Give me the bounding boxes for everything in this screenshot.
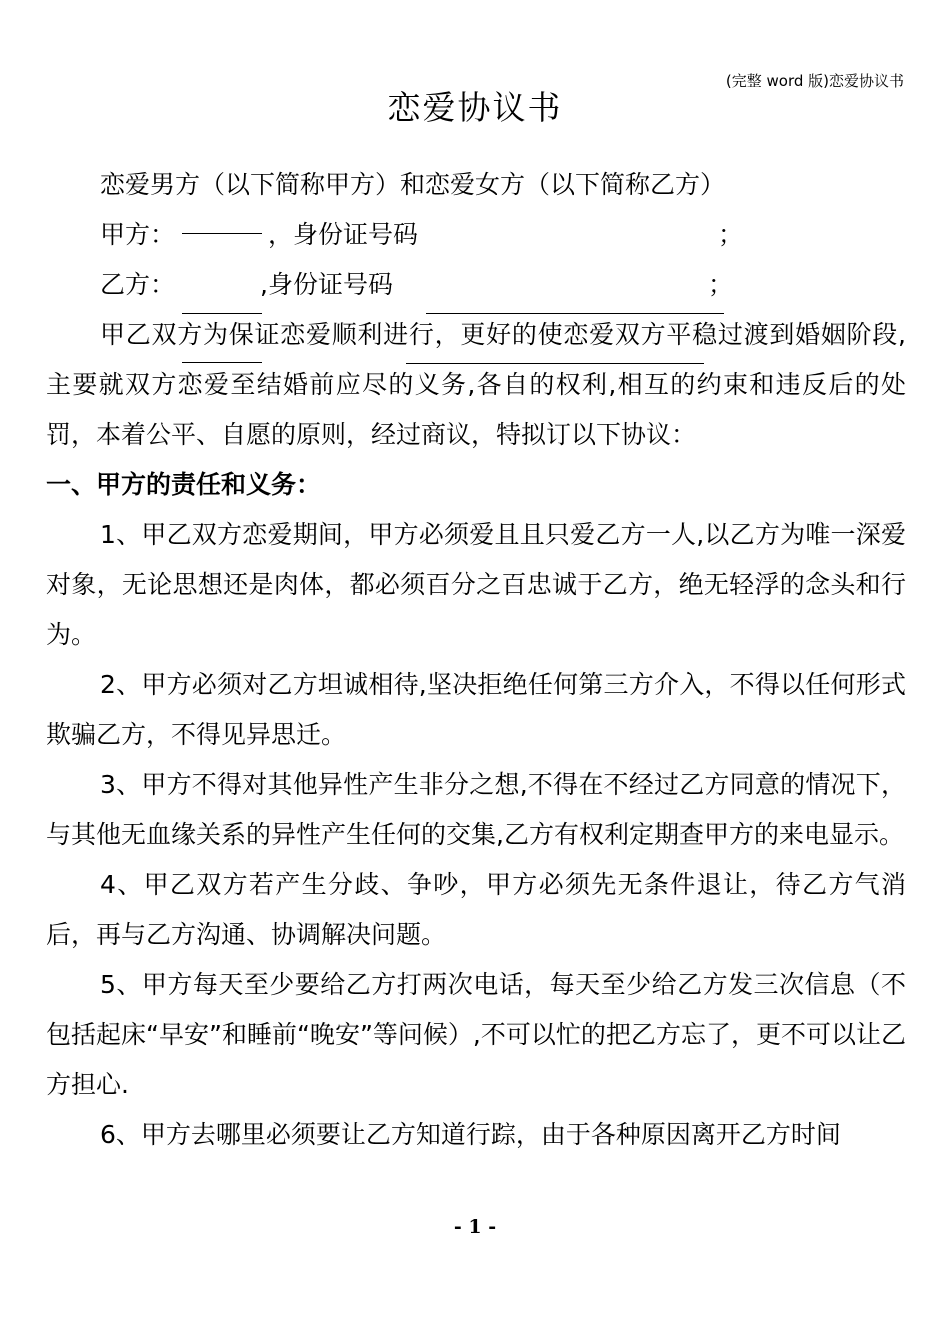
section-1-heading: 一、甲方的责任和义务： (46, 470, 322, 499)
header-note: (完整 word 版)恋爱协议书 (725, 72, 904, 90)
document-title: 恋爱协议书 (387, 88, 563, 127)
party-b-id-blank (406, 363, 704, 364)
clause-6: 6、甲方去哪里必须要让乙方知道行踪，由于各种原因离开乙方时间 (100, 1120, 841, 1149)
party-a-line (46, 210, 906, 260)
party-a-label: 甲方： (100, 220, 176, 249)
party-b-name-blank-lower (182, 362, 262, 363)
document-body (46, 160, 906, 1160)
clause-2: 2、甲方必须对乙方坦诚相待,坚决拒绝任何第三方介入，不得以任何形式欺骗乙方，不得见异思迁。 (46, 670, 906, 749)
party-b-name-blank (182, 233, 262, 234)
party-b-label: 乙方： (100, 270, 176, 299)
preamble-paragraph: 甲乙双方为保证恋爱顺利进行，更好的使恋爱双方平稳过渡到婚姻阶段,主要就双方恋爱至结婚前应尽的义务,各自的权利,相互的约束和违反后的处罚，本着公平、自愿的原则，经过商议，特拟订以下协议： (46, 320, 906, 449)
party-b-line (46, 260, 906, 310)
party-a-id-label: ，身份证号码 (268, 220, 419, 249)
intro-paragraph: 恋爱男方（以下简称甲方）和恋爱女方（以下简称乙方） (100, 170, 726, 199)
clause-1: 1、甲乙双方恋爱期间，甲方必须爱且且只爱乙方一人,以乙方为唯一深爱对象，无论思想还是肉体，都必须百分之百忠诚于乙方，绝无轻浮的念头和行为。 (46, 520, 906, 649)
page-number: - 1 - (453, 1216, 497, 1238)
party-b-id-label: ,身份证号码 (260, 270, 393, 299)
party-a-id-blank (426, 313, 724, 314)
clause-3: 3、甲方不得对其他异性产生非分之想,不得在不经过乙方同意的情况下，与其他无血缘关系的异性产生任何的交集,乙方有权利定期查甲方的来电显示。 (46, 770, 906, 849)
party-b-end: ； (708, 270, 734, 299)
party-a-name-blank (182, 313, 262, 314)
party-a-end: ； (718, 220, 744, 249)
clause-5: 5、甲方每天至少要给乙方打两次电话，每天至少给乙方发三次信息（不包括起床“早安”和睡前“晚安”等问候）,不可以忙的把乙方忘了，更不可以让乙方担心. (46, 970, 906, 1099)
clause-4: 4、甲乙双方若产生分歧、争吵，甲方必须先无条件退让，待乙方气消后，再与乙方沟通、协调解决问题。 (46, 870, 906, 949)
